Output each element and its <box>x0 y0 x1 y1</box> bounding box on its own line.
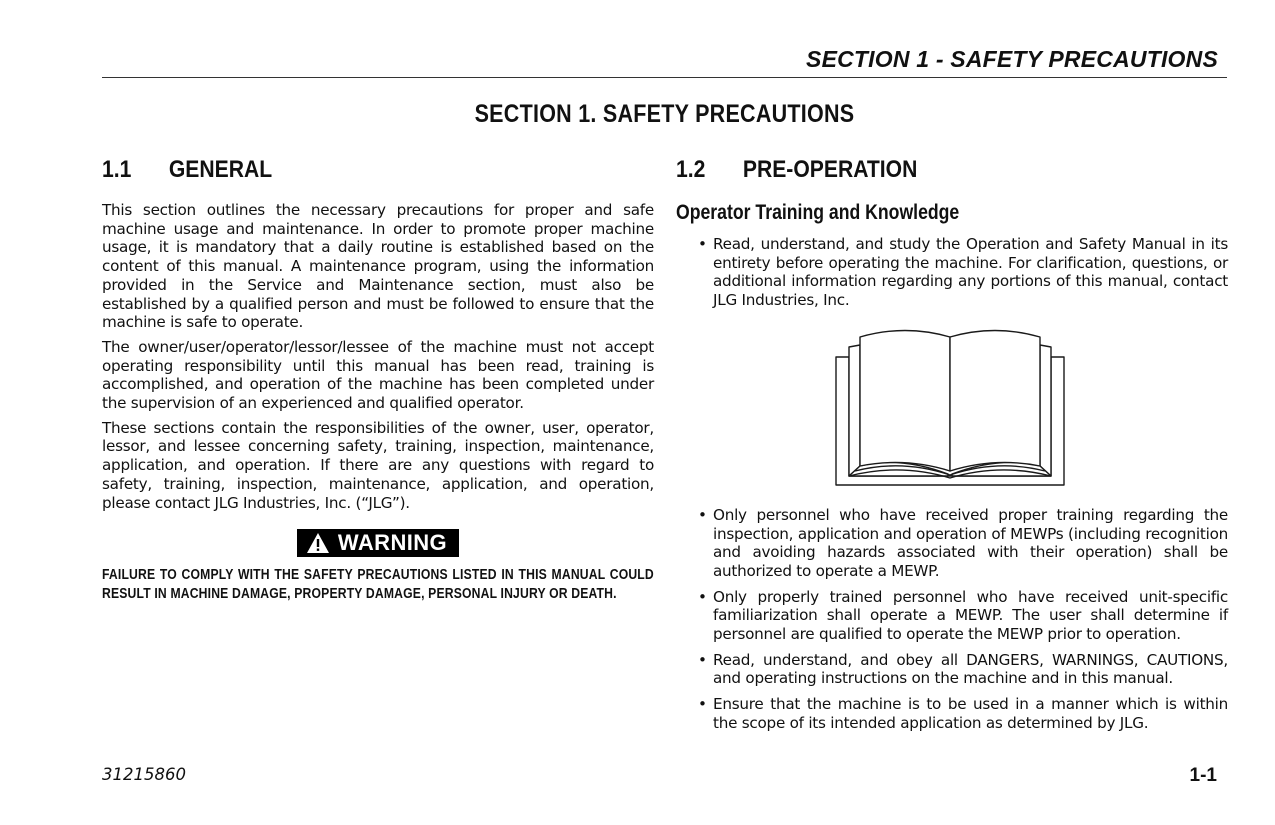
list-item <box>676 235 1228 310</box>
preoperation-heading-text: PRE-OPERATION <box>742 156 918 183</box>
bullet-list <box>676 506 1228 733</box>
open-book-icon <box>835 326 1065 486</box>
general-paragraph: The owner/user/operator/lessor/lessee of the machine must not accept operating responsibility until this manual has been read, training is accomplished, and operation of the machine has been completed under the supervision of an experienced and qualified operator. <box>102 337 654 413</box>
general-heading <box>102 156 588 184</box>
bullet-glyph: • <box>698 235 707 253</box>
list-item-text: Ensure that the machine is to be used in a manner which is within the scope of its intended application as determined by JLG. <box>713 695 1228 732</box>
general-paragraph: These sections contain the responsibilities of the owner, user, operator, lessor, and lessee concerning safety, training, inspection, maintenance, application, and operation. If there are any questions with regard to safety, training, inspection, maintenance, application, and operation, please contact JLG Industries, Inc. (“JLG”). <box>102 418 654 512</box>
bullet-glyph: • <box>698 695 707 714</box>
general-column <box>102 156 654 604</box>
list-item <box>676 651 1228 688</box>
warning-label-box <box>297 529 459 557</box>
bullet-glyph: • <box>698 505 707 524</box>
warning-label: WARNING <box>337 530 448 556</box>
general-paragraph: This section outlines the necessary precautions for proper and safe machine usage and maintenance. In order to promote proper machine usage, it is mandatory that a daily routine is established based on the content of this manual. A maintenance program, using the information provided in the Service and Maintenance section, must also be established by a qualified person and must be followed to ensure that the machine is safe to operate. <box>102 201 654 332</box>
preoperation-heading <box>676 156 1162 184</box>
header-divider <box>102 77 1227 78</box>
list-item-text: Read, understand, and study the Operation and Safety Manual in its entirety before operating the machine. For clarification, questions, or additional information regarding any portions of this manual, contact JLG Industries, Inc. <box>713 235 1228 310</box>
page-title: SECTION 1. SAFETY PRECAUTIONS <box>474 100 855 128</box>
preoperation-column <box>676 156 1228 740</box>
bullet-list <box>676 235 1228 310</box>
general-heading-text: GENERAL <box>168 156 273 183</box>
warning-callout <box>102 529 654 559</box>
general-heading-number: 1.1 <box>102 156 132 183</box>
preoperation-heading-number: 1.2 <box>676 156 706 183</box>
bullet-glyph: • <box>698 650 707 669</box>
list-item-text: Only properly trained personnel who have received unit-specific familiarization shall operate a MEWP. The user shall determine if personnel are qualified to operate the MEWP prior to operation. <box>713 587 1228 644</box>
page-number: 1-1 <box>1189 765 1217 786</box>
document-number: 31215860 <box>102 765 186 784</box>
list-item-text: Only personnel who have received proper training regarding the inspection, application and operation of MEWPs (including recognition and avoiding hazards associated with their operation) shall be authorized to operate a MEWP. <box>713 505 1228 580</box>
list-item <box>676 695 1228 732</box>
list-item-text: Read, understand, and obey all DANGERS, WARNINGS, CAUTIONS, and operating instructions on the machine and in this manual. <box>713 650 1228 688</box>
operator-training-subheading: Operator Training and Knowledge <box>676 201 960 224</box>
warning-message: FAILURE TO COMPLY WITH THE SAFETY PRECAUTIONS LISTED IN THIS MANUAL COULD RESULT IN MACHINE DAMAGE, PROPERTY DAMAGE, PERSONAL INJURY OR DEATH. <box>102 567 654 603</box>
list-item <box>676 506 1228 581</box>
running-header-title: SECTION 1 - SAFETY PRECAUTIONS <box>806 46 1218 72</box>
bullet-glyph: • <box>698 587 707 606</box>
list-item <box>676 588 1228 644</box>
warning-triangle-icon <box>306 532 330 554</box>
